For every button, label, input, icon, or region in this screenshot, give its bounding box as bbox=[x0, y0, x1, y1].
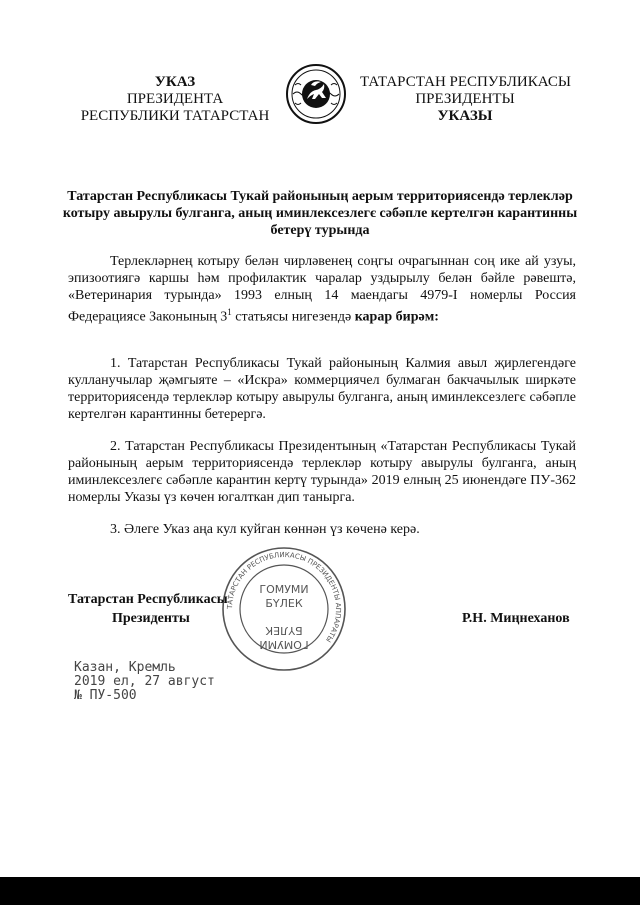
preamble-paragraph bbox=[68, 253, 576, 326]
header-right-line-2: ПРЕЗИДЕНТЫ bbox=[415, 91, 515, 107]
decree-item-3: 3. Әлеге Указ аңа кул куйган көннән үз көченә керә. bbox=[110, 522, 420, 537]
stamp-line-3-mirrored: БҮЛЕК bbox=[265, 624, 303, 637]
header-right-line-1: ТАТАРСТАН РЕСПУБЛИКАСЫ bbox=[360, 74, 571, 90]
preamble-tail: статьясы нигезендә bbox=[231, 309, 355, 325]
footer-number: № ПУ-500 bbox=[74, 688, 137, 703]
decree-item-1: 1. Татарстан Республикасы Тукай районының Калмия авыл җирлегендәге кулланучылар җәмгыяте – «Искра» коммерциячел булмаган бакчачылык ширкәте территориясендә терлекләр котыру авырулы булганга, аның иминлексезлегє сәбәпле кертелгән карантинны бетерергә. bbox=[68, 356, 576, 422]
footer-date: 2019 ел, 27 август bbox=[74, 674, 215, 689]
tatarstan-emblem-icon bbox=[285, 63, 347, 125]
preamble-superscript: 1 bbox=[227, 307, 232, 317]
footer-place: Казан, Кремль bbox=[74, 660, 176, 675]
signature-name: Р.Н. Миңнеханов bbox=[462, 611, 570, 626]
scan-border-bar bbox=[0, 877, 640, 905]
stamp-line-4-mirrored: ГОМУМИ bbox=[259, 638, 309, 651]
official-stamp-icon bbox=[220, 545, 348, 673]
stamp-line-2: БҮЛЕК bbox=[265, 597, 303, 610]
header-left-line-3: РЕСПУБЛИКИ ТАТАРСТАН bbox=[80, 108, 270, 124]
header-right-line-3: УКАЗЫ bbox=[437, 108, 493, 124]
signature-title-line-2: Президенты bbox=[112, 611, 190, 626]
footer-block bbox=[74, 661, 215, 703]
header-left-line-1: УКАЗ bbox=[154, 74, 196, 90]
stamp-line-1: ГОМУМИ bbox=[259, 583, 309, 596]
header-right bbox=[360, 74, 570, 125]
preamble-bold: карар бирәм: bbox=[354, 309, 439, 325]
decree-item-2: 2. Татарстан Республикасы Президентының «Татарстан Республикасы Тукай районының аерым территориясендә терлекләр котыру авырулы булганга, аның иминлексезлегє сәбәпле карантин кертү турында» 2019 елның 25 июнендәге ПУ-362 номерлы Указы үз көчен югалткан дип танырга. bbox=[68, 439, 576, 505]
stamp-ring-text: ТАТАРСТАН РЕСПУБЛИКАСЫ ПРЕЗИДЕНТЫ АППАРАТЫ bbox=[225, 550, 343, 644]
header-left-line-2: ПРЕЗИДЕНТА bbox=[126, 91, 224, 107]
signature-title-line-1: Татарстан Республикасы bbox=[68, 592, 228, 607]
header-left bbox=[70, 74, 280, 125]
decree-title: Татарстан Республикасы Тукай районының аерым территориясендә терлекләр котыру авырулы булганга, аның иминлексезлегє сәбәпле кертелгән карантинны бетерү турында bbox=[62, 189, 578, 238]
preamble-text: Терлекләрнең котыру белән чирләвенең соңгы очрагыннан соң ике ай узуы, эпизоотиягә каршы һәм профилактик чаралар уздырылу белән бәйле рәвештә, «Ветеринария турында» 1993 елның 14 маендагы 4979-I номерлы Россия Федерациясе Законының 3 bbox=[68, 254, 576, 325]
